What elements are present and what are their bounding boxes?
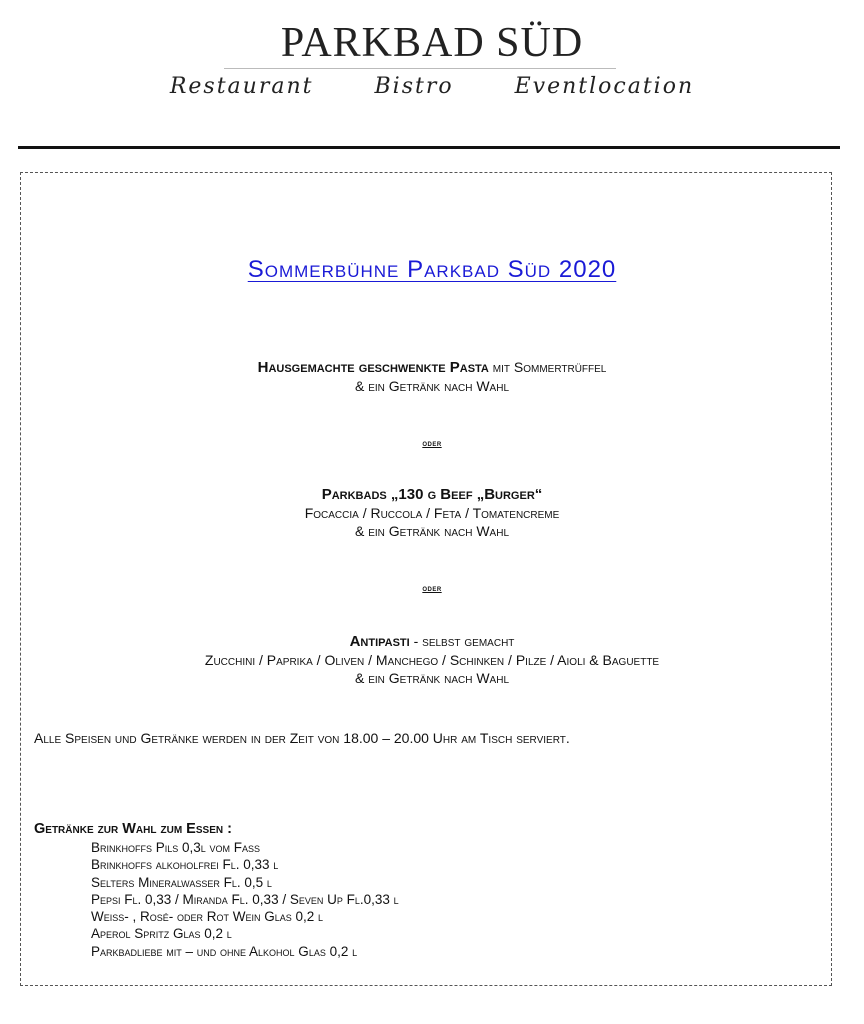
drink-item: Selters Mineralwasser Fl. 0,5 l: [91, 874, 272, 890]
dish-pasta-name: Hausgemachte geschwenkte Pasta: [257, 359, 489, 376]
logo: [0, 18, 864, 68]
dish-antipasti-drink: & ein Getränk nach Wahl: [354, 670, 510, 686]
separator-oder-1: oder: [422, 438, 442, 448]
drink-item: Brinkhoffs alkoholfrei Fl. 0,33 l: [91, 857, 279, 873]
logo-rule: [224, 68, 616, 69]
drink-item: Parkbadliebe mit – und ohne Alkohol Glas 0,2 l: [91, 943, 358, 959]
drink-item: Brinkhoffs Pils 0,3l vom Fass: [91, 840, 261, 855]
service-time-note: Alle Speisen und Getränke werden in der Zeit von 18.00 – 20.00 Uhr am Tisch serviert.: [34, 730, 570, 746]
dish-antipasti: [0, 632, 864, 687]
drinks-list: [91, 839, 399, 960]
dish-antipasti-detail: - selbst gemacht: [409, 633, 515, 649]
dish-antipasti-ingredients: Zucchini / Paprika / Oliven / Manchego / Schinken / Pilze / Aioli & Baguette: [204, 652, 660, 668]
logo-subtitle-bistro: Bistro: [374, 74, 454, 99]
header-divider: [18, 146, 840, 149]
dish-burger-ingredients: Focaccia / Ruccola / Feta / Tomatencreme: [304, 505, 560, 521]
dish-antipasti-name: Antipasti: [349, 633, 410, 650]
menu-title[interactable]: Sommerbühne Parkbad Süd 2020: [247, 256, 617, 283]
separator-oder-2: oder: [422, 583, 442, 593]
dish-burger: [0, 486, 864, 540]
drink-item: Pepsi Fl. 0,33 / Miranda Fl. 0,33 / Seven Up Fl.0,33 l: [91, 891, 399, 907]
drink-item: Aperol Spritz Glas 0,2 l: [91, 926, 232, 942]
dish-burger-drink: & ein Getränk nach Wahl: [354, 523, 510, 539]
drinks-heading: Getränke zur Wahl zum Essen :: [34, 821, 232, 837]
dish-burger-name: Parkbads „130 g Beef „Burger“: [321, 486, 543, 503]
logo-subtitle-eventlocation: Eventlocation: [514, 74, 695, 99]
dish-pasta-drink: & ein Getränk nach Wahl: [354, 378, 510, 394]
logo-title: PARKBAD SÜD: [280, 20, 584, 66]
drink-item: Weiss- , Rosé- oder Rot Wein Glas 0,2 l: [91, 909, 324, 925]
dish-pasta-detail: mit Sommertrüffel: [488, 359, 607, 375]
dish-pasta: [0, 358, 864, 395]
logo-subtitle-restaurant: Restaurant: [169, 74, 314, 99]
logo-subtitle: [0, 74, 864, 99]
